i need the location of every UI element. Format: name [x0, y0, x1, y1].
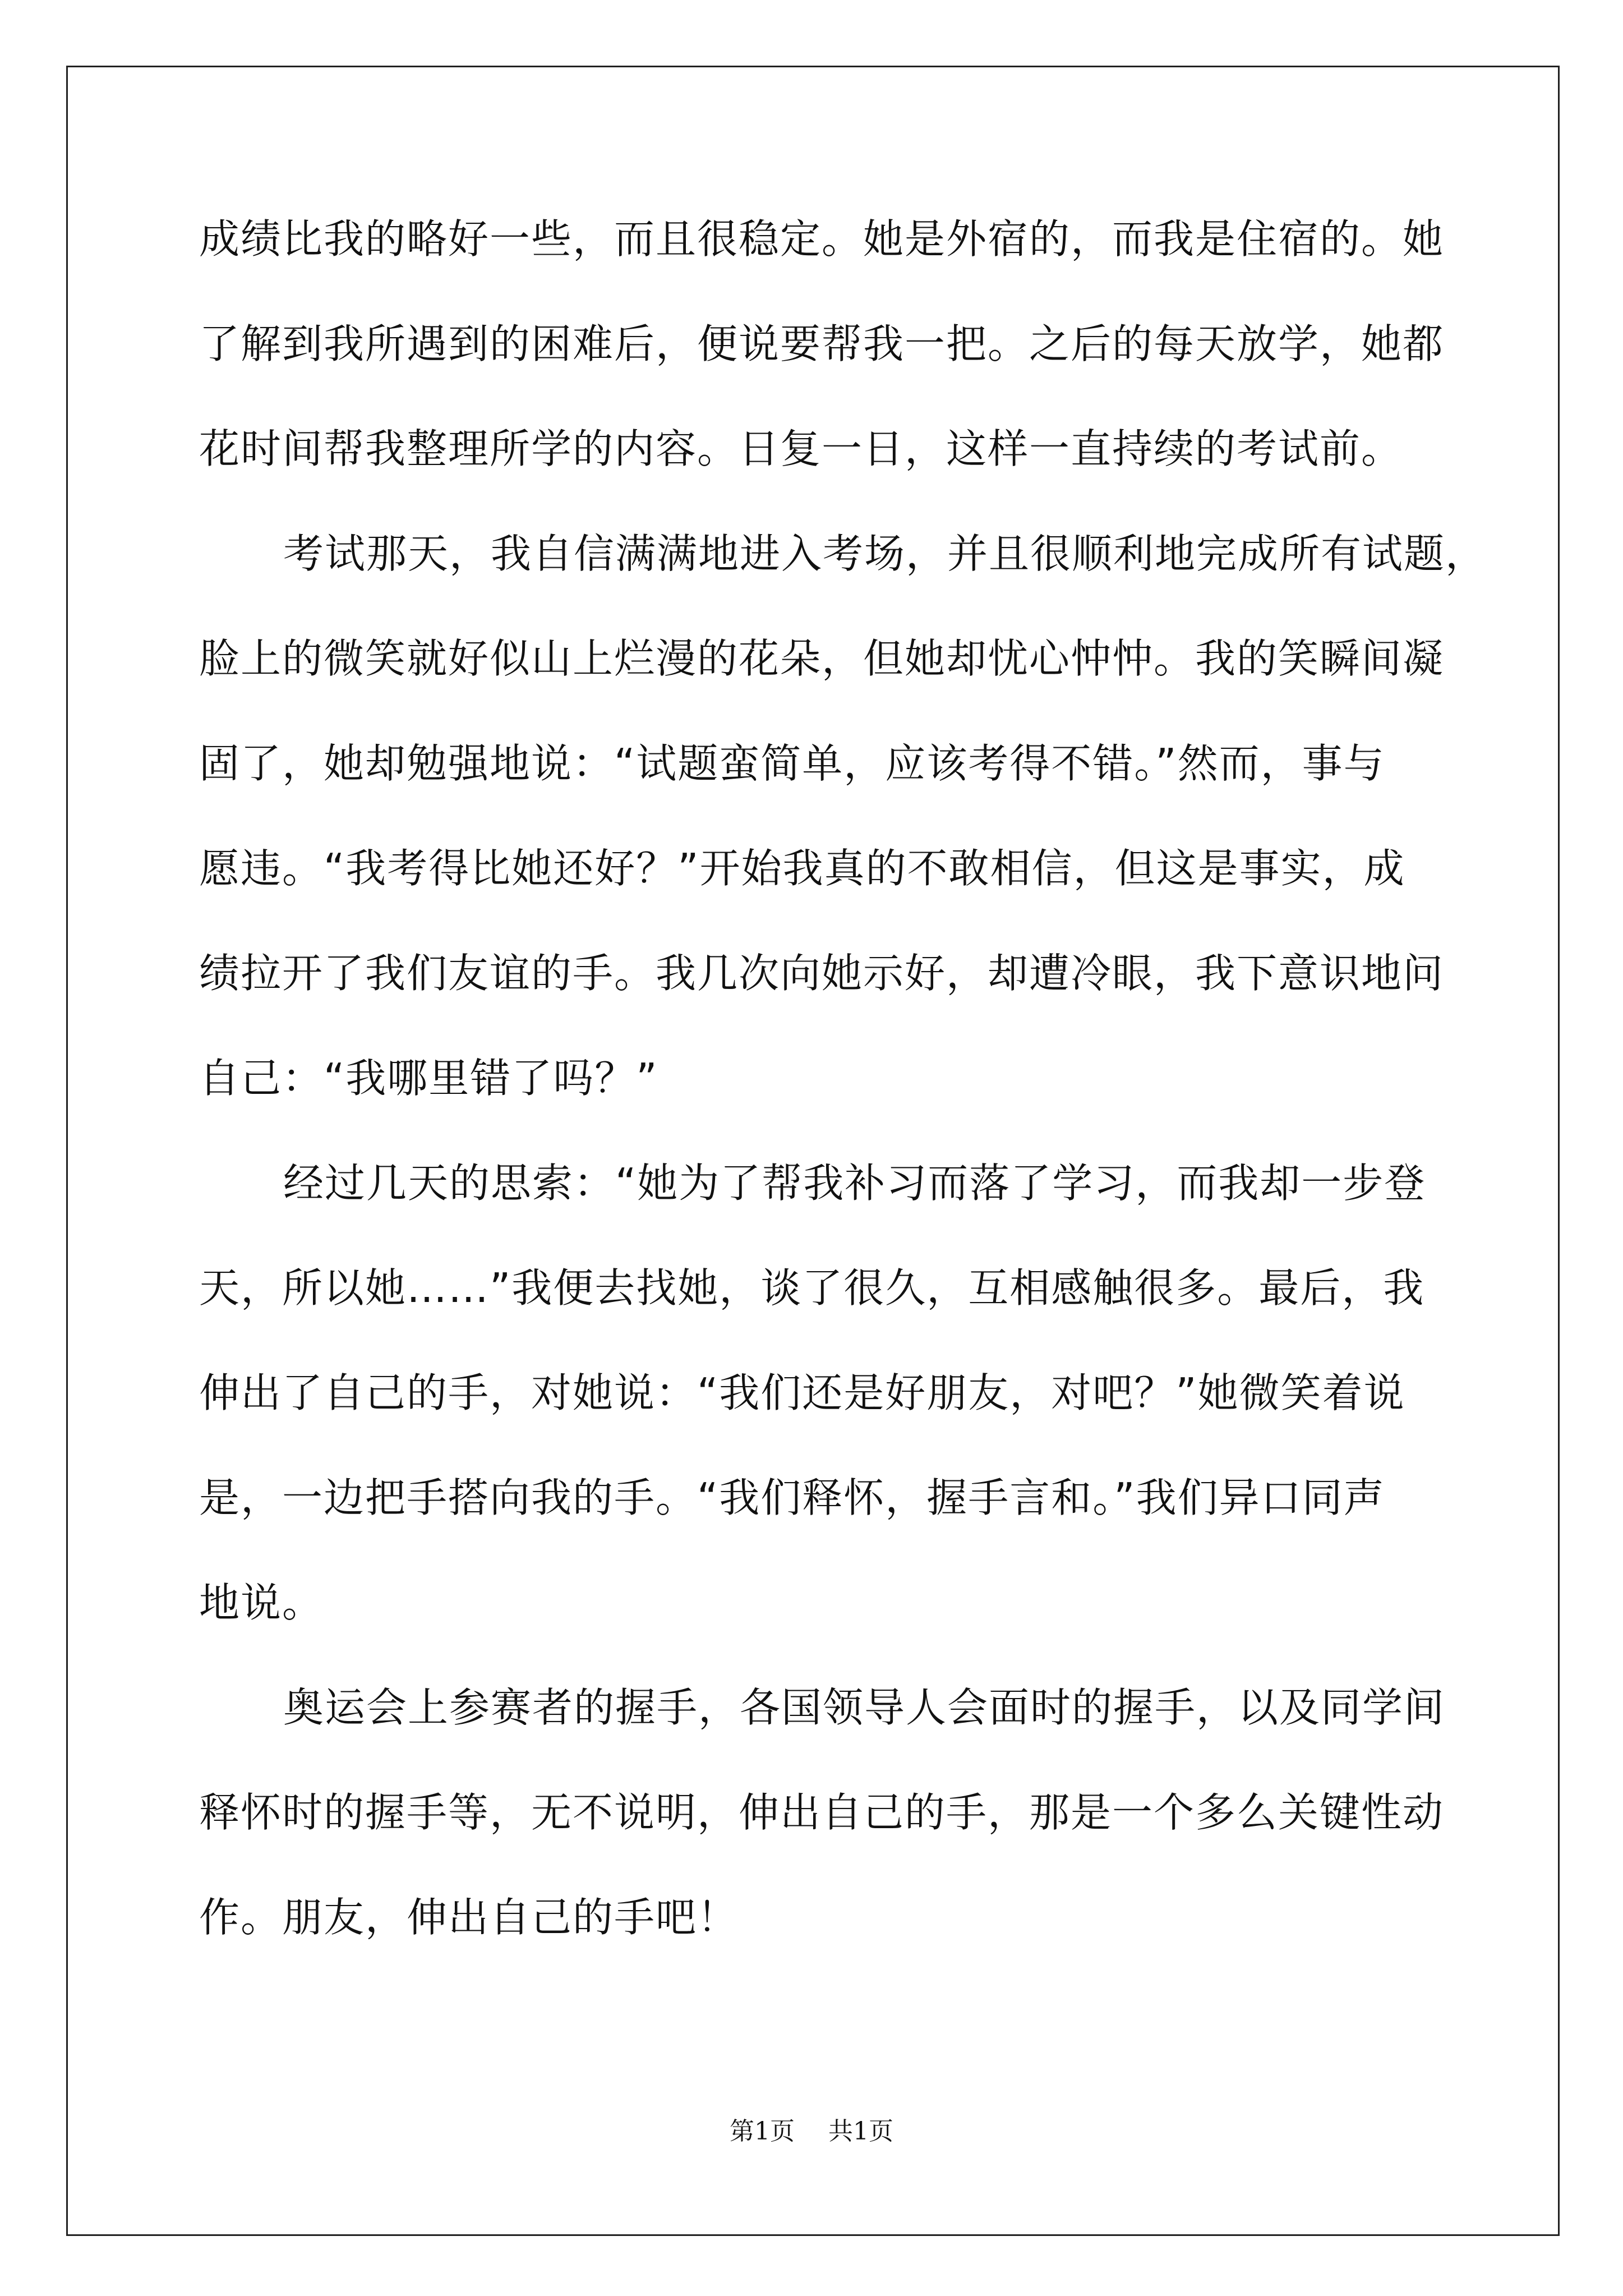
- body-line: 愿违。“我考得比她还好？”开始我真的不敢相信，但这是事实，成: [199, 845, 1405, 892]
- page-footer: [0, 2119, 1623, 2144]
- body-line: 固了，她却勉强地说：“试题蛮简单，应该考得不错。”然而，事与: [199, 740, 1385, 787]
- paragraph-first-line: 经过几天的思索：“她为了帮我补习而落了学习，而我却一步登: [283, 1159, 1426, 1207]
- page-number: 第1页: [730, 2117, 795, 2146]
- body-line: 绩拉开了我们友谊的手。我几次向她示好，却遭冷眼，我下意识地问: [199, 950, 1445, 997]
- body-line: 成绩比我的略好一些，而且很稳定。她是外宿的，而我是住宿的。她: [199, 215, 1445, 263]
- body-line: 释怀时的握手等，无不说明，伸出自己的手，那是一个多么关键性动: [199, 1789, 1445, 1836]
- page-total: 共1页: [828, 2117, 893, 2146]
- body-line: 花时间帮我整理所学的内容。日复一日，这样一直持续的考试前。: [199, 425, 1403, 472]
- body-line: 了解到我所遇到的困难后，便说要帮我一把。之后的每天放学，她都: [199, 320, 1445, 367]
- body-line: 伸出了自己的手，对她说：“我们还是好朋友，对吧？”她微笑着说: [199, 1369, 1405, 1416]
- body-line: 天，所以她……”我便去找她，谈了很久，互相感触很多。最后，我: [199, 1264, 1425, 1312]
- document-body: [199, 215, 1487, 2002]
- body-line: 自己：“我哪里错了吗？”: [199, 1055, 658, 1102]
- body-line: 地说。: [199, 1579, 324, 1626]
- body-line: 脸上的微笑就好似山上烂漫的花朵，但她却忧心忡忡。我的笑瞬间凝: [199, 635, 1445, 682]
- paragraph-first-line: 奥运会上参赛者的握手，各国领导人会面时的握手，以及同学间: [283, 1684, 1446, 1731]
- body-line: 是，一边把手搭向我的手。“我们释怀，握手言和。”我们异口同声: [199, 1474, 1385, 1521]
- paragraph-first-line: 考试那天，我自信满满地进入考场，并且很顺利地完成所有试题，: [283, 530, 1487, 577]
- body-line: 作。朋友，伸出自己的手吧！: [199, 1894, 739, 1941]
